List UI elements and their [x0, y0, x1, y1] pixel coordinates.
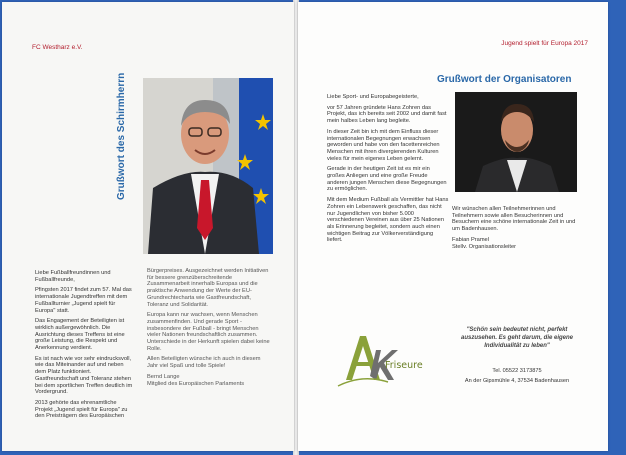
patron-photo	[143, 78, 273, 254]
paragraph: Europa kann nur wachsen, wenn Menschen zusammenfinden. Und gerade Sport - insbesondere der Fußball - bringt Menschen vieler Nationen freundschaftlich zusammen. Unterschiede in der Herkunft spielen dabei keine Rolle.	[147, 312, 270, 352]
signature-name: Bernd Lange	[147, 373, 180, 380]
patron-portrait-illustration	[143, 78, 273, 254]
patron-text-column-2	[147, 268, 273, 391]
organizers-text-column-2	[452, 206, 582, 254]
paragraph: Es ist nach wie vor sehr eindrucksvoll, wie das Miteinander auf und neben dem Platz funktioniert. Gastfreundschaft und Toleranz stehen bei dem sportlichen Treffen deutlich im Vordergrund.	[35, 355, 133, 396]
paragraph: Pfingsten 2017 findet zum 57. Mal das internationale Jugendtreffen mit dem Fußballturnier „Jugend spielt für Europa" statt.	[35, 287, 132, 314]
organizers-greeting-title: Grußwort der Organisatoren	[437, 74, 572, 85]
paragraph: Gerade in der heutigen Zeit ist es mir ein großes Anliegen und eine große Freude anderen jungen Menschen diese Begegnungen zu ermöglichen.	[327, 166, 447, 193]
signature-name: Fabian Pramel	[452, 236, 489, 243]
ad-quote: "Schön sein bedeutet nicht, perfekt auszusehen. Es geht darum, die eigene Individualität zu leben"	[460, 327, 574, 349]
organizer-photo	[455, 92, 577, 192]
paragraph: Bürgerpreises. Ausgezeichnet werden Initiativen für bessere grenzüberschreitende Zusammenarbeit innerhalb Europas und die praktische Anwendung der Werte der EU-Grundrechtecharta wie Gastfreundschaft, Toleranz und Solidarität.	[147, 268, 269, 308]
organizers-text-column-1	[327, 94, 449, 248]
right-page-header: Jugend spielt für Europa 2017	[501, 40, 588, 47]
signature-title: Mitglied des Europäischen Parlaments	[147, 380, 245, 387]
hairdresser-name: Friseure	[385, 360, 423, 371]
left-page-header: FC Westharz e.V.	[32, 44, 83, 51]
paragraph: Das Engagement der Beteiligten ist wirklich außergewöhnlich. Die Ausrichtung dieses Treffens ist eine große Leistung, die Respekt und Anerkennung verdient.	[35, 318, 125, 352]
paragraph: Liebe Fußballfreundinnen und Fußballfreunde,	[35, 270, 111, 283]
paragraph: Allen Beteiligten wünsche ich auch in diesem Jahr viel Spaß und tolle Spiele!	[147, 356, 261, 370]
blue-background-edge	[612, 0, 626, 455]
patron-text-column-1	[35, 270, 135, 424]
hairdresser-logo-mark	[336, 330, 446, 388]
organizer-portrait-illustration	[455, 92, 577, 192]
paragraph: Mit dem Medium Fußball als Vermittler hat Hans Zohren ein Lebenswerk geschaffen, das nicht nur Jugendlichen von bisher 5.000 verschiedenen Vereinen aus über 25 Nationen als Erinnerung begleitet, sondern auch einen wichtigen Beitrag zur Völkerverständigung liefert.	[327, 197, 449, 244]
paragraph: Wir wünschen allen Teilnehmerinnen und Teilnehmern sowie allen Besucherinnen und Besuchern eine schöne internationale Zeit in und um Badenhausen.	[452, 206, 576, 233]
paragraph: 2013 gehörte das ehrenamtliche Projekt „Jugend spielt für Europa" zu den Preisträgern des Europäischen	[35, 399, 128, 420]
ad-contact	[452, 366, 582, 386]
ad-address: An der Gipsmühle 4, 37534 Badenhausen	[464, 378, 570, 384]
hairdresser-logo	[336, 330, 446, 388]
paragraph: In dieser Zeit bin ich mit dem Einfluss dieser internationalen Begegnungen erwachsen geworden und habe von den facettenreichen Menschen mit ihren divergierenden Kulturen vieles für mein eigenes Leben gelernt.	[327, 128, 440, 162]
patron-greeting-heading: Grußwort des Schirmherrn	[116, 72, 127, 200]
signature-title: Stellv. Organisationsleiter	[452, 243, 517, 250]
paragraph: Liebe Sport- und Europabegeisterte,	[327, 94, 419, 100]
paragraph: vor 57 Jahren gründete Hans Zohren das Projekt, das ich bereits seit 2002 und damit fast mein halbes Leben lang begleite.	[327, 104, 447, 125]
ad-phone: Tel. 05522 3173875	[492, 368, 542, 374]
